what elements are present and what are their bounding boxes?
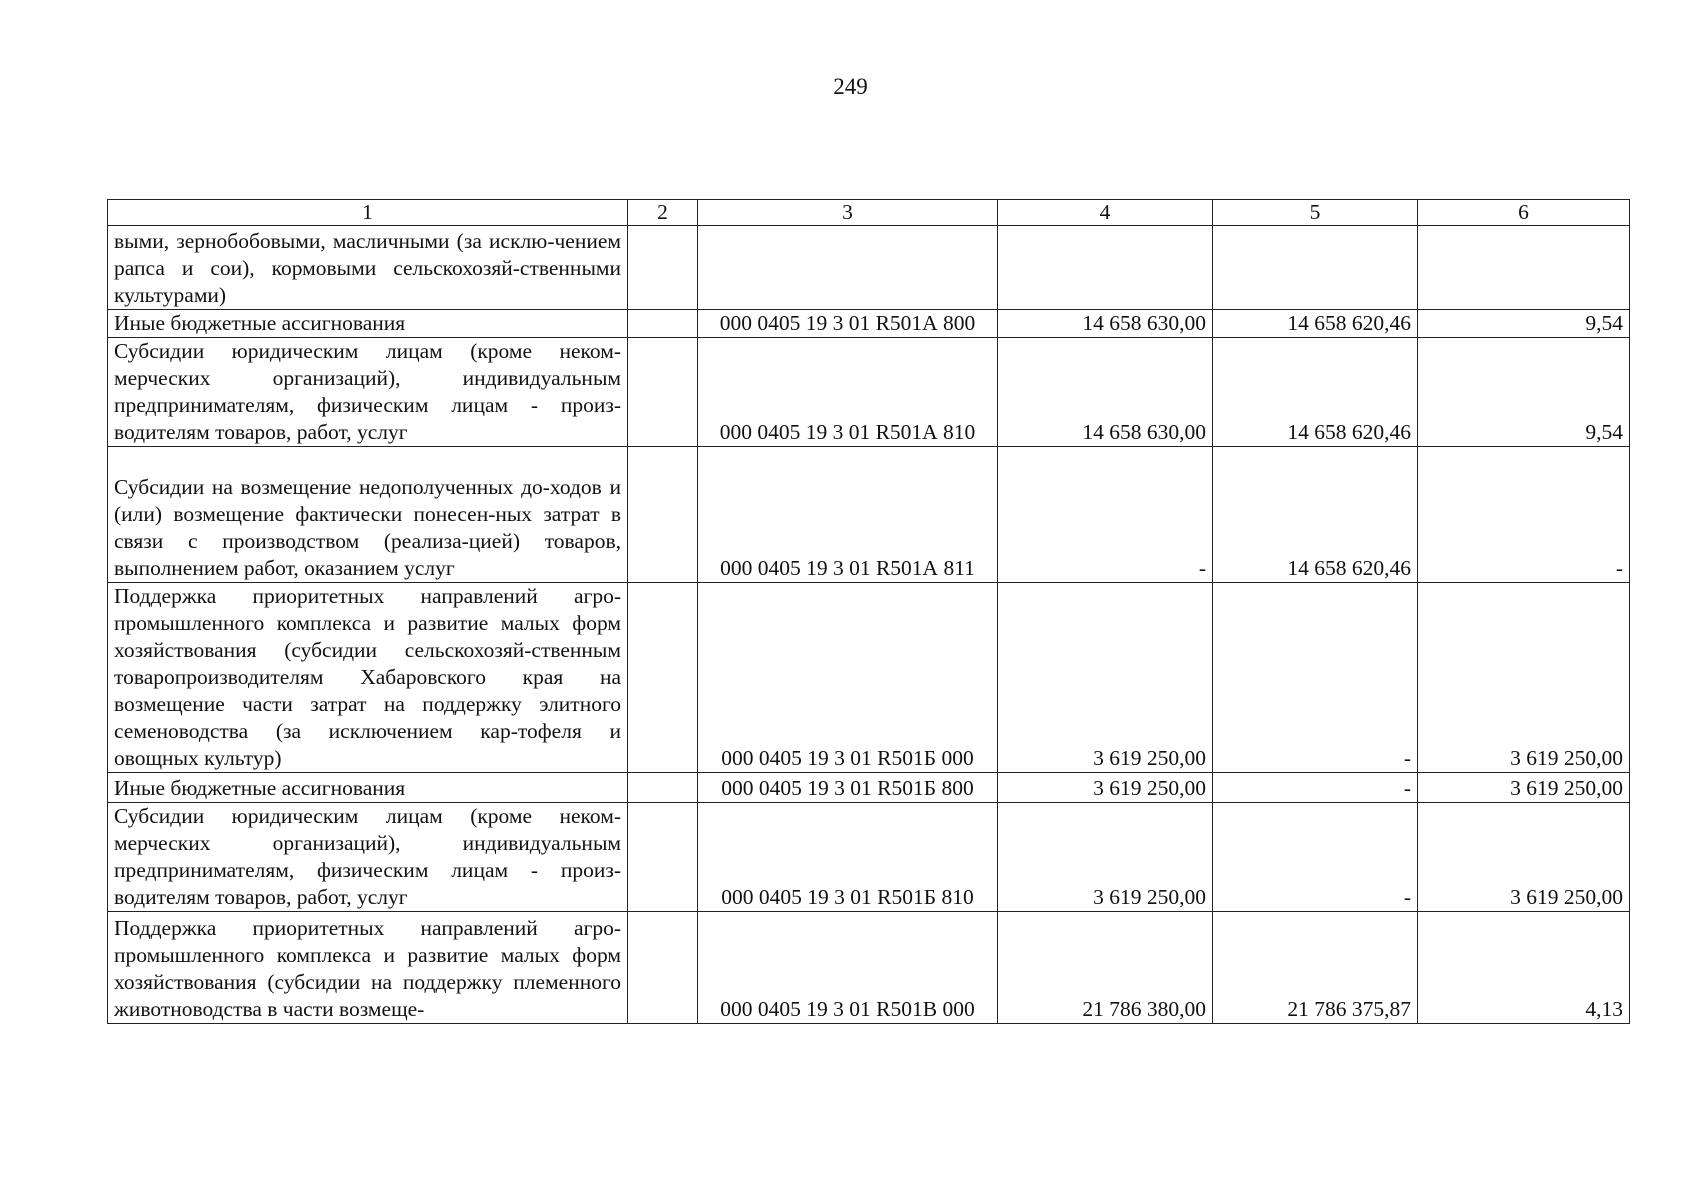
- row-approved-amount: [998, 226, 1213, 310]
- row-col2: [628, 773, 698, 803]
- table-row: [108, 912, 1630, 1024]
- row-approved-amount: 21 786 380,00: [998, 912, 1213, 1024]
- row-description: Субсидии юридическим лицам (кроме неком-мерческих организаций), индивидуальным предпринимателям, физическим лицам - произ-водителям товаров, работ, услуг: [108, 803, 628, 912]
- table-header-row: [108, 200, 1630, 226]
- table-row: [108, 338, 1630, 447]
- table-row: [108, 226, 1630, 310]
- row-col2: [628, 583, 698, 773]
- row-code: 000 0405 19 3 01 R501А 810: [698, 338, 998, 447]
- row-code: 000 0405 19 3 01 R501А 811: [698, 447, 998, 583]
- row-executed-amount: -: [1213, 803, 1418, 912]
- row-executed-amount: 14 658 620,46: [1213, 310, 1418, 338]
- row-executed-amount: -: [1213, 583, 1418, 773]
- row-description: Иные бюджетные ассигнования: [108, 773, 628, 803]
- row-code: 000 0405 19 3 01 R501Б 800: [698, 773, 998, 803]
- row-approved-amount: 3 619 250,00: [998, 583, 1213, 773]
- table-row: [108, 803, 1630, 912]
- row-unexecuted-amount: 9,54: [1418, 310, 1630, 338]
- row-code: 000 0405 19 3 01 R501Б 810: [698, 803, 998, 912]
- row-code: 000 0405 19 3 01 R501А 800: [698, 310, 998, 338]
- row-unexecuted-amount: 3 619 250,00: [1418, 803, 1630, 912]
- row-approved-amount: 14 658 630,00: [998, 310, 1213, 338]
- row-description: Субсидии на возмещение недополученных до-ходов и (или) возмещение фактически понесен-ных затрат в связи с производством (реализа-цией) товаров, выполнением работ, оказанием услуг: [108, 447, 628, 583]
- row-approved-amount: 14 658 630,00: [998, 338, 1213, 447]
- row-approved-amount: 3 619 250,00: [998, 773, 1213, 803]
- table-row: [108, 310, 1630, 338]
- row-executed-amount: -: [1213, 773, 1418, 803]
- budget-table: [107, 199, 1630, 1024]
- row-description: Поддержка приоритетных направлений агро-промышленного комплекса и развитие малых форм хозяйствования (субсидии сельскохозяй-ственным товаропроизводителям Хабаровского края на возмещение части затрат на поддержку элитного семеноводства (за исключением кар-тофеля и овощных культур): [108, 583, 628, 773]
- row-col2: [628, 226, 698, 310]
- row-col2: [628, 803, 698, 912]
- page-number: 249: [833, 74, 868, 99]
- row-approved-amount: 3 619 250,00: [998, 803, 1213, 912]
- row-col2: [628, 912, 698, 1024]
- row-code: [698, 226, 998, 310]
- row-executed-amount: 14 658 620,46: [1213, 447, 1418, 583]
- row-description: Субсидии юридическим лицам (кроме неком-мерческих организаций), индивидуальным предпринимателям, физическим лицам - произ-водителям товаров, работ, услуг: [108, 338, 628, 447]
- table-row: [108, 773, 1630, 803]
- row-approved-amount: -: [998, 447, 1213, 583]
- row-description: выми, зернобобовыми, масличными (за исклю-чением рапса и сои), кормовыми сельскохозяй-ственными культурами): [108, 226, 628, 310]
- table-row: [108, 447, 1630, 583]
- row-unexecuted-amount: -: [1418, 447, 1630, 583]
- row-unexecuted-amount: 3 619 250,00: [1418, 773, 1630, 803]
- column-header: 4: [998, 200, 1213, 226]
- row-executed-amount: 14 658 620,46: [1213, 338, 1418, 447]
- row-code: 000 0405 19 3 01 R501В 000: [698, 912, 998, 1024]
- row-unexecuted-amount: [1418, 226, 1630, 310]
- column-header: 2: [628, 200, 698, 226]
- column-header: 3: [698, 200, 998, 226]
- row-unexecuted-amount: 9,54: [1418, 338, 1630, 447]
- row-code: 000 0405 19 3 01 R501Б 000: [698, 583, 998, 773]
- row-col2: [628, 338, 698, 447]
- row-description: Поддержка приоритетных направлений агро-промышленного комплекса и развитие малых форм хозяйствования (субсидии на поддержку племенного животноводства в части возмеще-: [108, 912, 628, 1024]
- row-col2: [628, 447, 698, 583]
- row-executed-amount: 21 786 375,87: [1213, 912, 1418, 1024]
- row-description: Иные бюджетные ассигнования: [108, 310, 628, 338]
- column-header: 5: [1213, 200, 1418, 226]
- table-row: [108, 583, 1630, 773]
- column-header: 1: [108, 200, 628, 226]
- row-unexecuted-amount: 3 619 250,00: [1418, 583, 1630, 773]
- row-col2: [628, 310, 698, 338]
- column-header: 6: [1418, 200, 1630, 226]
- row-unexecuted-amount: 4,13: [1418, 912, 1630, 1024]
- row-executed-amount: [1213, 226, 1418, 310]
